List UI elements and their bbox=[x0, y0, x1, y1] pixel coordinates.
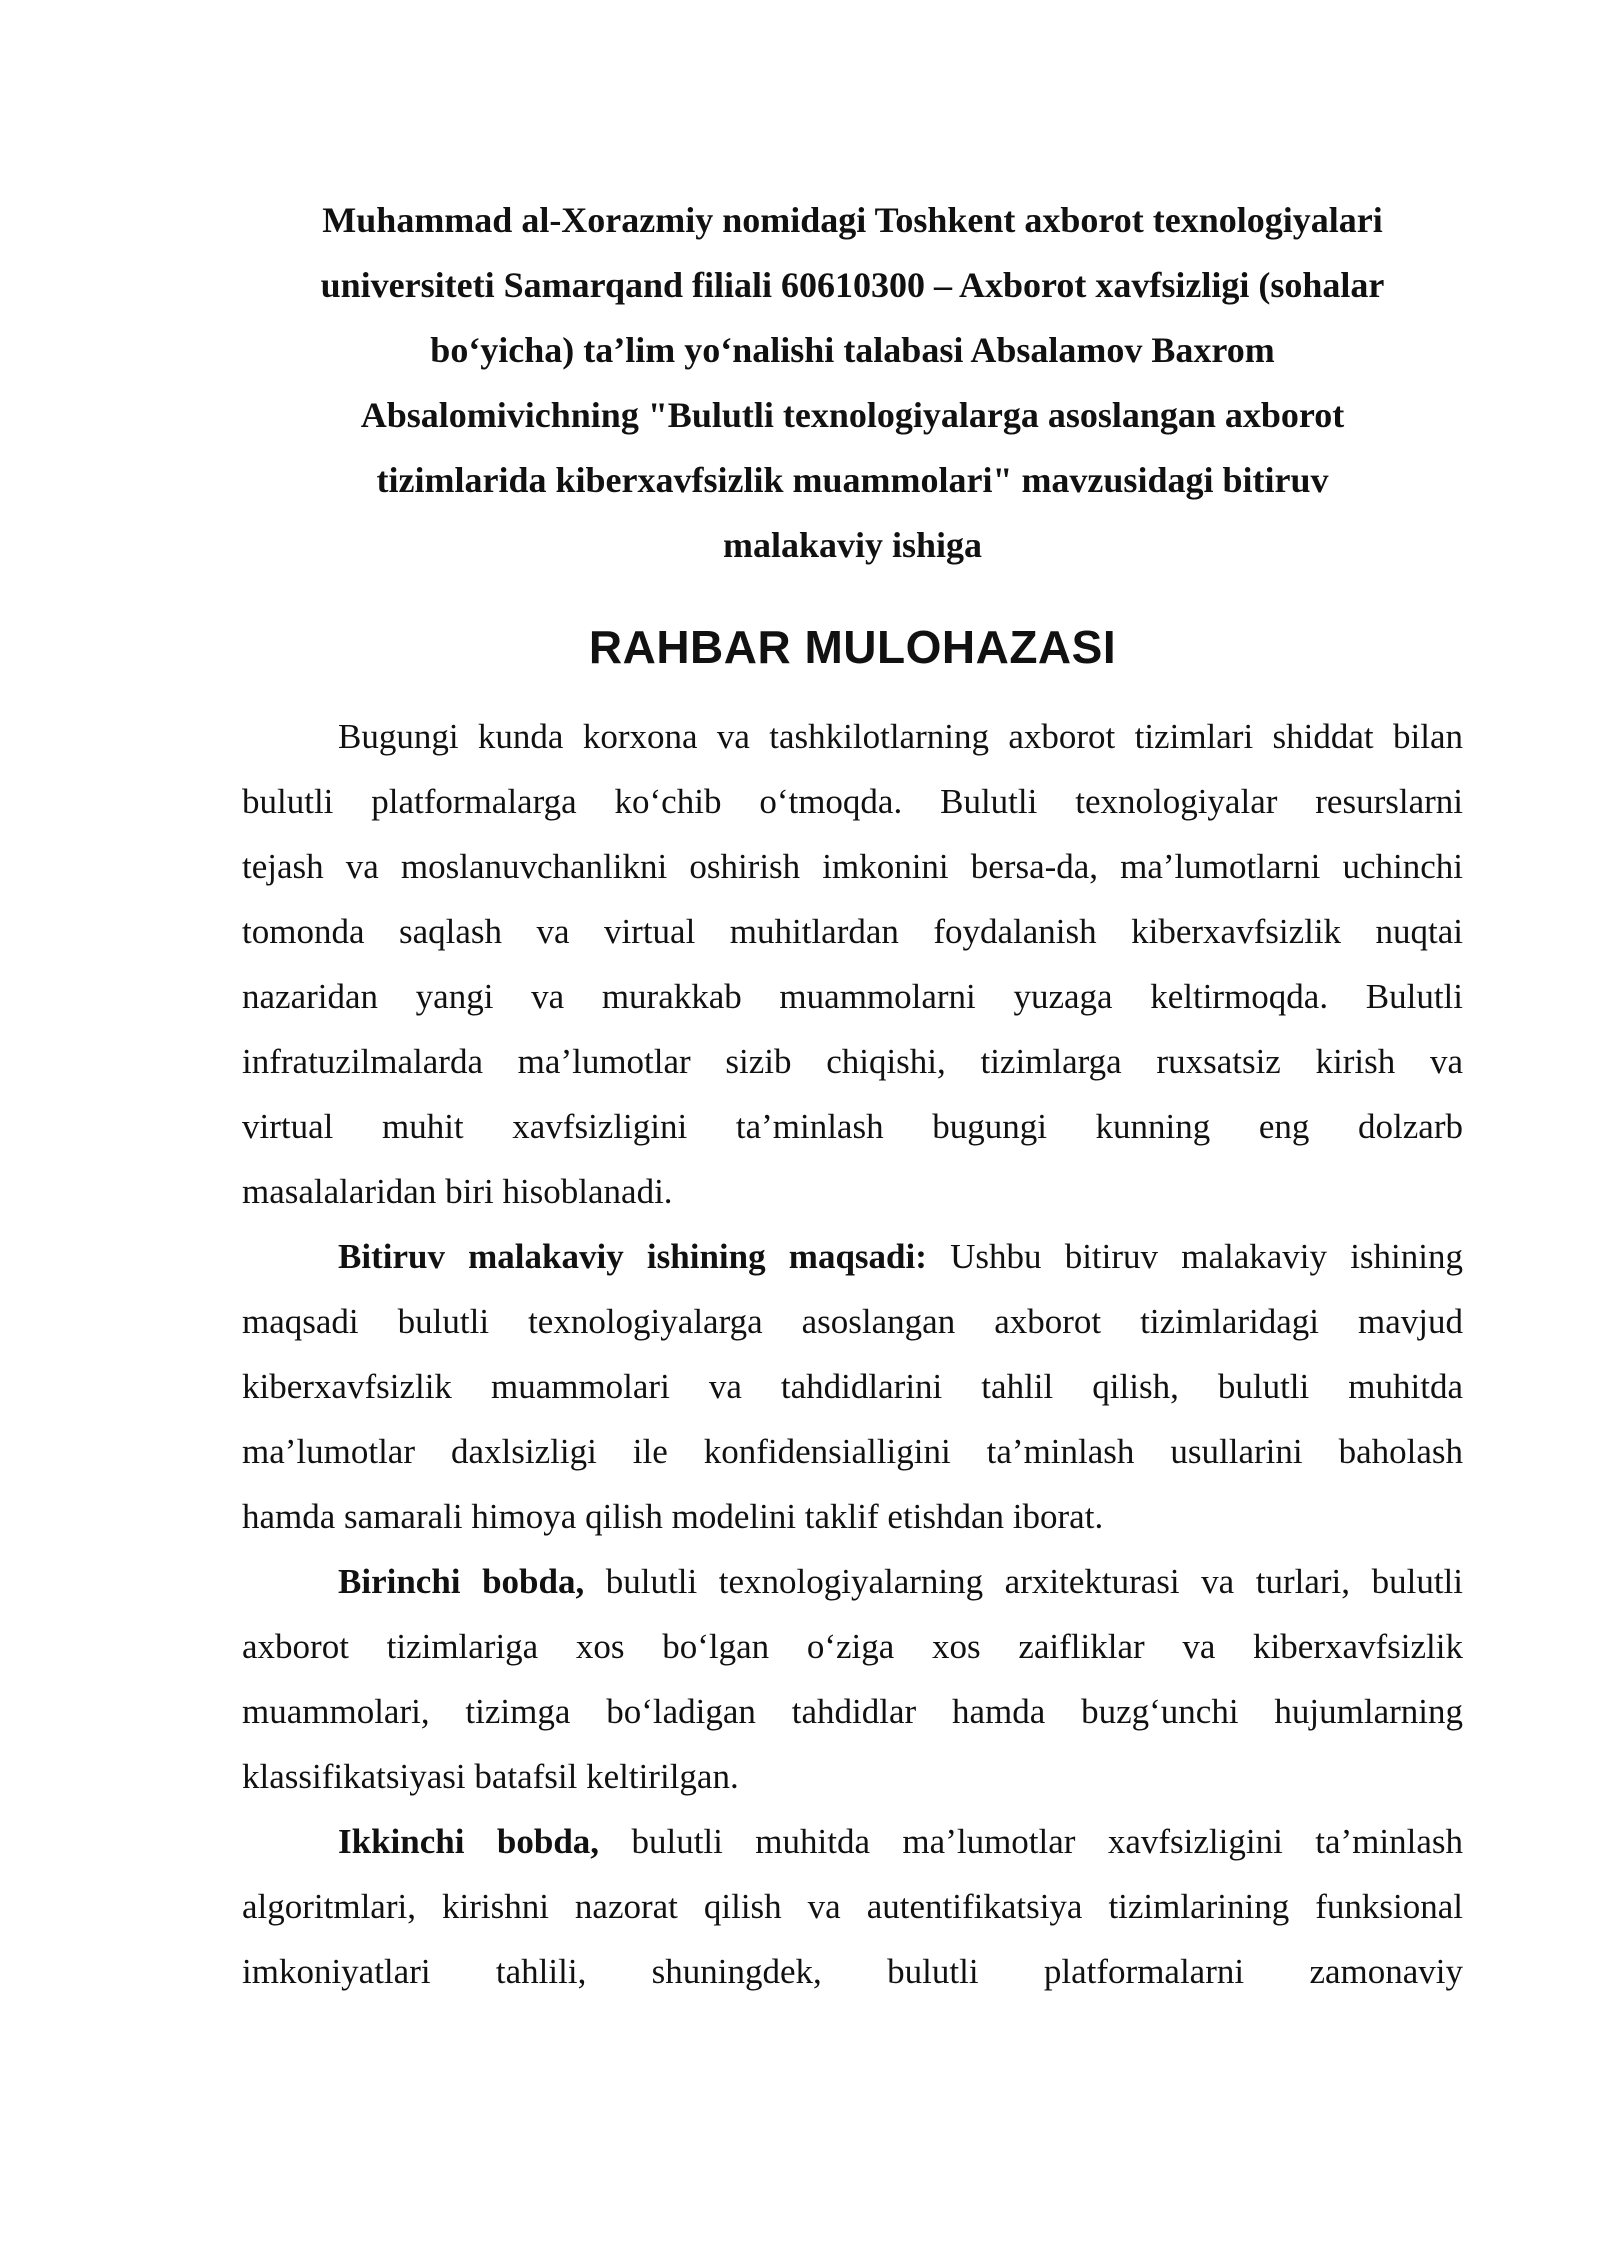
paragraph-line: algoritmlari, kirishni nazorat qilish va autentifikatsiya tizimlarining funksional bbox=[242, 1887, 1463, 1926]
paragraph-lead: Bitiruv malakaviy ishining maqsadi: bbox=[338, 1237, 927, 1276]
paragraph-lead: Ikkinchi bobda, bbox=[338, 1822, 600, 1861]
heading-line: universiteti Samarqand filiali 60610300 – Axborot xavfsizligi (sohalar bbox=[320, 265, 1385, 305]
paragraph-line: bulutli platformalarga ko‘chib o‘tmoqda. Bulutli texnologiyalar resurslarni bbox=[242, 782, 1463, 821]
paragraph-line bbox=[242, 1224, 1463, 1289]
paragraph-line: imkoniyatlari tahlili, shuningdek, bulutli platformalarni zamonaviy bbox=[242, 1952, 1463, 1991]
paragraph-line bbox=[242, 1809, 1463, 1874]
paragraph-line: ma’lumotlar daxlsizligi ile konfidensialligini ta’minlash usullarini baholash bbox=[242, 1432, 1463, 1471]
paragraph-line: Bugungi kunda korxona va tashkilotlarning axborot tizimlari shiddat bilan bbox=[338, 717, 1463, 756]
paragraph-line: virtual muhit xavfsizligini ta’minlash bugungi kunning eng dolzarb bbox=[242, 1107, 1463, 1146]
paragraph-text: Ushbu bitiruv malakaviy ishining bbox=[926, 1237, 1464, 1276]
paragraph-lead: Birinchi bobda, bbox=[338, 1562, 585, 1601]
paragraph-line: axborot tizimlariga xos bo‘lgan o‘ziga xos zaifliklar va kiberxavfsizlik bbox=[242, 1627, 1463, 1666]
paragraph-line: tejash va moslanuvchanlikni oshirish imkonini bersa-da, ma’lumotlarni uchinchi bbox=[242, 847, 1463, 886]
heading-line: Muhammad al-Xorazmiy nomidagi Toshkent axborot texnologiyalari bbox=[322, 200, 1383, 240]
document-title: RAHBAR MULOHAZASI bbox=[588, 621, 1117, 673]
paragraph-line: muammolari, tizimga bo‘ladigan tahdidlar hamda buzg‘unchi hujumlarning bbox=[242, 1692, 1463, 1731]
heading-line: tizimlarida kiberxavfsizlik muammolari" mavzusidagi bitiruv bbox=[376, 460, 1329, 500]
paragraph-line: tomonda saqlash va virtual muhitlardan foydalanish kiberxavfsizlik nuqtai bbox=[242, 912, 1463, 951]
heading-line: Absalomivichning "Bulutli texnologiyalarga asoslangan axborot bbox=[360, 395, 1345, 435]
paragraph-line: masalalaridan biri hisoblanadi. bbox=[242, 1172, 673, 1211]
paragraph-line: klassifikatsiyasi batafsil keltirilgan. bbox=[242, 1757, 739, 1796]
paragraph-line bbox=[242, 1549, 1463, 1614]
paragraph-chapter-one bbox=[242, 1549, 1463, 1809]
paragraph-intro bbox=[242, 704, 1463, 1224]
paragraph-text: bulutli muhitda ma’lumotlar xavfsizligini ta’minlash bbox=[599, 1822, 1463, 1861]
paragraph-line: infratuzilmalarda ma’lumotlar sizib chiqishi, tizimlarga ruxsatsiz kirish va bbox=[242, 1042, 1463, 1081]
document-heading bbox=[242, 188, 1463, 578]
paragraph-line: nazaridan yangi va murakkab muammolarni yuzaga keltirmoqda. Bulutli bbox=[242, 977, 1463, 1016]
paragraph-text: bulutli texnologiyalarning arxitekturasi va turlari, bulutli bbox=[584, 1562, 1463, 1601]
heading-line: malakaviy ishiga bbox=[722, 525, 983, 565]
paragraph-line: hamda samarali himoya qilish modelini taklif etishdan iborat. bbox=[242, 1497, 1104, 1536]
paragraph-chapter-two bbox=[242, 1809, 1463, 2004]
paragraph-goal bbox=[242, 1224, 1463, 1549]
paragraph-line: kiberxavfsizlik muammolari va tahdidlarini tahlil qilish, bulutli muhitda bbox=[242, 1367, 1463, 1406]
heading-line: bo‘yicha) ta’lim yo‘nalishi talabasi Absalamov Baxrom bbox=[430, 330, 1275, 370]
document-page bbox=[242, 188, 1463, 2004]
paragraph-line: maqsadi bulutli texnologiyalarga asoslangan axborot tizimlaridagi mavjud bbox=[242, 1302, 1463, 1341]
